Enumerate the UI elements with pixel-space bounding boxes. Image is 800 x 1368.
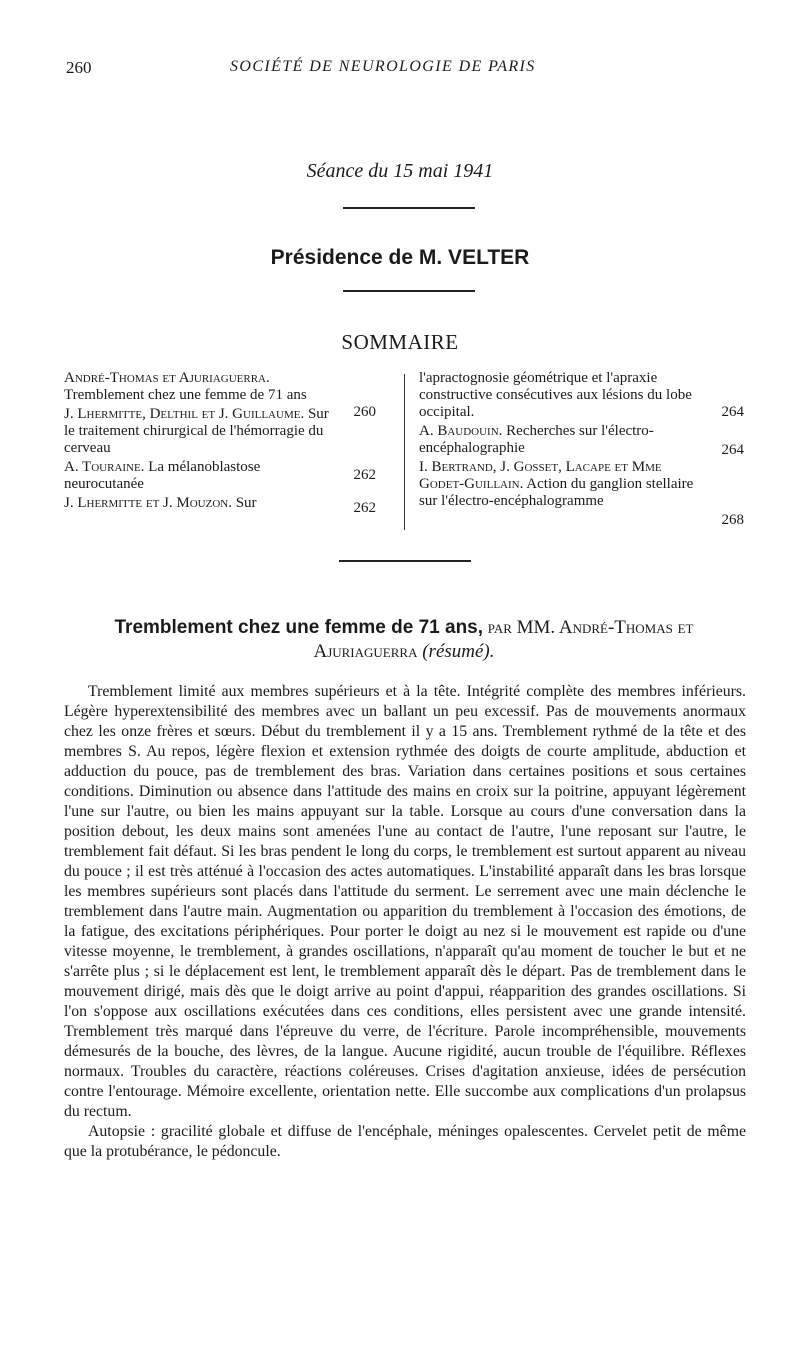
- divider-rule: [343, 290, 475, 292]
- summary-page-number: 262: [353, 500, 376, 516]
- session-title: Séance du 15 mai 1941: [306, 160, 494, 182]
- summary-entry-authors: André-Thomas et Ajuriaguerra.: [64, 370, 270, 386]
- summary-page-number: 264: [721, 442, 744, 458]
- summary-page-number: 268: [721, 512, 744, 528]
- summary-page-number: 264: [721, 404, 744, 420]
- divider-rule: [339, 560, 471, 562]
- summary-entry: [64, 406, 340, 457]
- summary-entry: [64, 495, 340, 512]
- article-paragraph: Autopsie : gracilité globale et diffuse de l'encéphale, méninges opalescentes. Cervelet petit de même que la protubérance, le pédoncule.: [64, 1123, 746, 1160]
- article-body: [64, 682, 746, 1162]
- summary-title: SOMMAIRE: [341, 330, 459, 354]
- summary-entry-text: Sur: [235, 495, 257, 511]
- article-title-authors: par MM. André-Thomas et Ajuriaguerra: [313, 617, 694, 662]
- summary-right-column: [419, 370, 701, 512]
- summary-entry-text: l'apractognosie géométrique et l'apraxie constructive consécutives aux lésions du lobe occipital.: [419, 370, 692, 420]
- summary-entry-authors: J. Lhermitte et J. Mouzon.: [64, 495, 232, 511]
- summary-left-column: [64, 370, 340, 514]
- summary-entry-authors: A. Touraine.: [64, 459, 145, 475]
- summary-entry-authors: J. Lhermitte, Delthil et J. Guillaume.: [64, 406, 305, 422]
- summary-entry-text: Action du ganglion stellaire sur l'électro-encéphalogramme: [419, 476, 694, 509]
- summary-page-number: 260: [353, 404, 376, 420]
- summary-page-number: 262: [353, 467, 376, 483]
- running-head: SOCIÉTÉ DE NEUROLOGIE DE PARIS: [230, 58, 536, 75]
- summary-entry-text: Tremblement chez une femme de 71 ans: [64, 387, 307, 403]
- summary-entry-authors: I. Bertrand, J. Gosset, Lacape et Mme Godet-Guillain.: [419, 459, 662, 492]
- divider-rule: [343, 207, 475, 209]
- summary-entry: [64, 370, 340, 404]
- article-paragraph: Tremblement limité aux membres supérieurs et à la tête. Intégrité complète des membres inférieurs. Légère hyperextensibilité des membres avec un ballant un peu excessif. Pas de mouvements anormaux chez les onze frères et sœurs. Début du tremblement il y a 15 ans. Tremblement rythmé de la tête et des membres S. Au repos, légère flexion et extension rythmée des doigts de courte amplitude, abduction et adduction du pouce, pas de tremblement des bras. Variation dans certaines positions et sous certaines conditions. Diminution ou absence dans l'attitude des mains en croix sur la poitrine, appuyant légèrement l'une sur l'autre, ou bien les mains appuyant sur la table. Lorsque au cours d'une conversation dans la position debout, les deux mains sont amenées l'une au contact de l'autre, l'une reposant sur l'autre, le tremblement fait défaut. Si les bras pendent le long du corps, le tremblement est surtout apparent au niveau du pouce ; il est très atténué à l'occasion des actes automatiques. L'instabilité apparaît dans les bras lorsque les membres supérieurs sont placés dans l'attitude du serment. Le serrement avec une main déclenche le tremblement dans l'autre main. Augmentation ou apparition du tremblement à l'occasion des émotions, de la fatigue, des excitations périphériques. Pour porter le doigt au nez si le mouvement est rapide ou d'une vitesse moyenne, le tremblement, à grandes oscillations, n'apparaît qu'au moment de toucher le but et ne s'arrête plus ; si le déplacement est lent, le tremblement apparaît dès le départ. Pas de tremblement dans le mouvement dirigé, mais dès que le doigt arrive au point d'appui, réapparition des grandes oscillations. Si l'on s'oppose aux oscillations exécutées dans ces conditions, elles persistent avec une grande intensité. Tremblement très marqué dans l'épreuve du verre, de l'écriture. Parole incompréhensible, mouvements démesurés de la bouche, des lèvres, de la langue. Aucune rigidité, aucun trouble de l'équilibre. Réflexes normaux. Troubles du caractère, réactions coléreuses. Crises d'agitation anxieuse, idées de persécution contre l'entourage. Mémoire excellente, orientation nette. Elle succombe aux complications d'un prolapsus du rectum.: [64, 683, 746, 1120]
- article-title: [64, 616, 744, 664]
- page-number: 260: [66, 58, 92, 77]
- summary-entry: [64, 459, 340, 493]
- summary-entry: [419, 423, 701, 457]
- summary-entry-text: Recherches sur l'électro-encéphalographie: [419, 423, 654, 456]
- summary-entry: [419, 459, 701, 510]
- article-title-note: (résumé).: [422, 641, 495, 662]
- presidency-line: Présidence de M. VELTER: [270, 246, 530, 269]
- summary-entry-text: Sur le traitement chirurgical de l'hémorragie du cerveau: [64, 406, 329, 456]
- article-title-main: Tremblement chez une femme de 71 ans,: [114, 617, 484, 638]
- summary-entry: [419, 370, 701, 421]
- column-divider: [404, 374, 405, 530]
- summary-entry-text: La mélanoblastose neurocutanée: [64, 459, 261, 492]
- summary-entry-authors: A. Baudouin.: [419, 423, 503, 439]
